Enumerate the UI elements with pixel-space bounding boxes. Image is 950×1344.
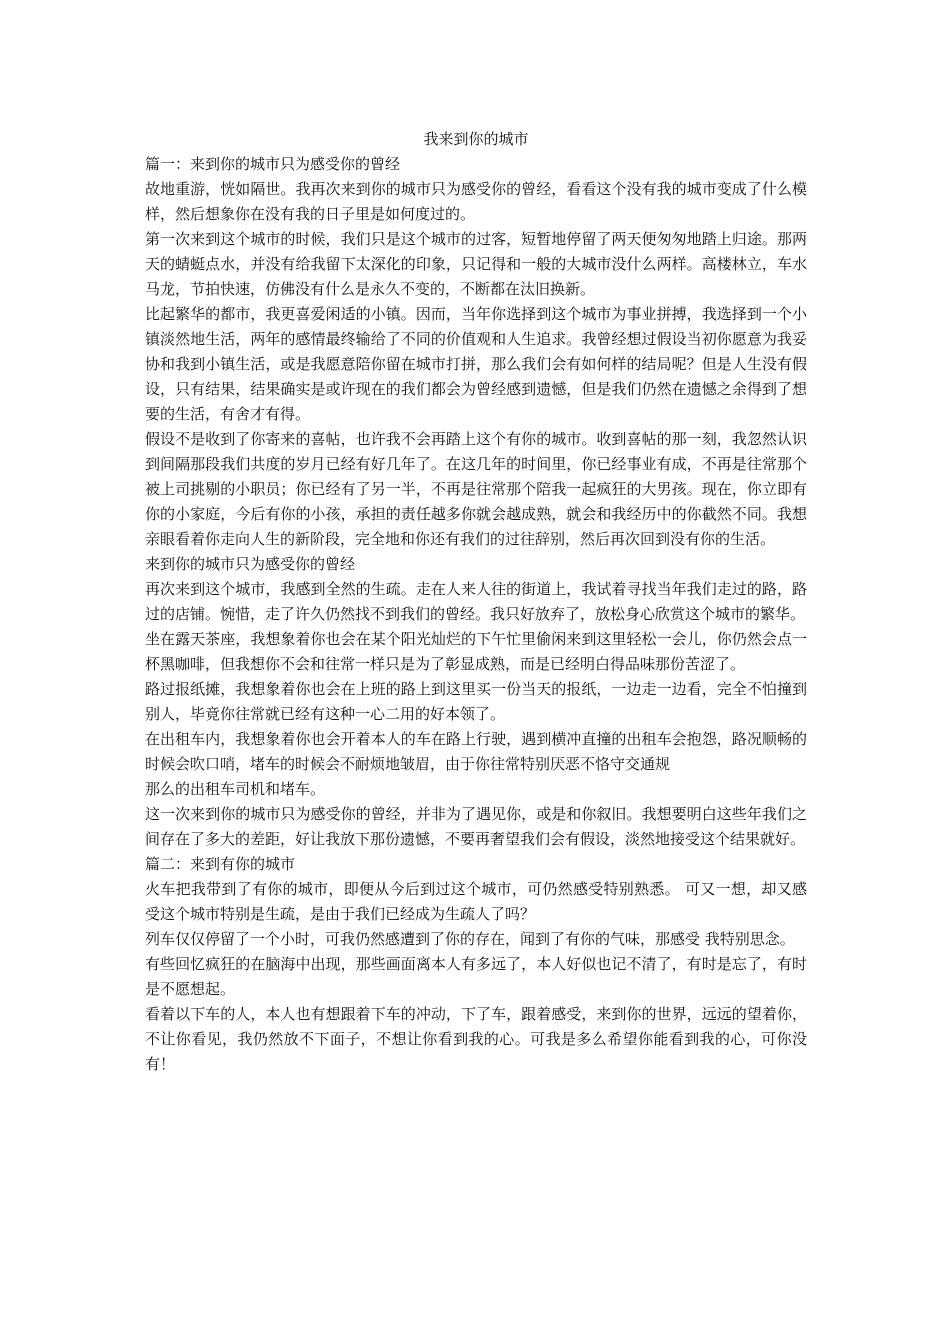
- paragraph: 比起繁华的都市，我更喜爱闲适的小镇。因而，当年你选择到这个城市为事业拼搏，我选择到一个小镇淡然地生活，两年的感情最终输给了不同的价值观和人生追求。我曾经想过假设当初你愿意为我妥协和我到小镇生活，或是我愿意陪你留在城市打拼，那么我们会有如何样的结局呢？但是人生没有假设，只有结果，结果确实是或许现在的我们都会为曾经感到遗憾，但是我们仍然在遗憾之余得到了想要的生活，有舍才有得。: [145, 305, 807, 423]
- paragraph: 有些回忆疯狂的在脑海中出现，那些画面离本人有多远了，本人好似也记不清了，有时是忘了，有时是不愿想起。: [145, 955, 807, 998]
- paragraph: 来到你的城市只为感受你的曾经: [145, 555, 356, 573]
- paragraph: 故地重游，恍如隔世。我再次来到你的城市只为感受你的曾经，看看这个没有我的城市变成了什么模样，然后想象你在没有我的日子里是如何度过的。: [145, 180, 807, 223]
- paragraph: 看着以下车的人，本人也有想跟着下车的冲动，下了车，跟着感受，来到你的世界，远远的望着你，不让你看见，我仍然放不下面子，不想让你看到我的心。可我是多么希望你能看到我的心，可你没有！: [145, 1005, 807, 1073]
- section-heading: 篇二：来到有你的城市: [145, 855, 296, 873]
- document-page: [145, 126, 807, 1077]
- paragraph: 火车把我带到了有你的城市，即便从今后到过这个城市，可仍然感受特别熟悉。 可又一想，却又感受这个城市特别是生疏，是由于我们已经成为生疏人了吗？: [145, 880, 807, 923]
- paragraph: 在出租车内，我想象着你也会开着本人的车在路上行驶，遇到横冲直撞的出租车会抱怨，路况顺畅的时候会吹口哨，堵车的时候会不耐烦地皱眉，由于你往常特别厌恶不恪守交通规: [145, 730, 807, 773]
- paragraph: 坐在露天茶座，我想象着你也会在某个阳光灿烂的下午忙里偷闲来到这里轻松一会儿，你仍然会点一杯黑咖啡，但我想你不会和往常一样只是为了彰显成熟，而是已经明白得品味那份苦涩了。: [145, 630, 807, 673]
- document-body: [145, 152, 807, 1077]
- paragraph: 那么的出租车司机和堵车。: [145, 780, 326, 798]
- paragraph: 路过报纸摊，我想象着你也会在上班的路上到这里买一份当天的报纸，一边走一边看，完全不怕撞到别人，毕竟你往常就已经有这种一心二用的好本领了。: [145, 680, 807, 723]
- paragraph: 再次来到这个城市，我感到全然的生疏。走在人来人往的街道上，我试着寻找当年我们走过的路，路过的店铺。惋惜，走了许久仍然找不到我们的曾经。我只好放弃了，放松身心欣赏这个城市的繁华。: [145, 580, 807, 623]
- paragraph: 第一次来到这个城市的时候，我们只是这个城市的过客，短暂地停留了两天便匆匆地踏上归途。那两天的蜻蜓点水，并没有给我留下太深化的印象，只记得和一般的大城市没什么两样。高楼林立，车水马龙，节拍快速，仿佛没有什么是永久不变的，不断都在汰旧换新。: [145, 230, 807, 298]
- section-heading: 篇一：来到你的城市只为感受你的曾经: [145, 155, 401, 173]
- paragraph: 列车仅仅停留了一个小时，可我仍然感遭到了你的存在，闻到了有你的气味，那感受 我特别思念。: [145, 930, 795, 948]
- paragraph: 假设不是收到了你寄来的喜帖，也许我不会再踏上这个有你的城市。收到喜帖的那一刻，我忽然认识到间隔那段我们共度的岁月已经有好几年了。在这几年的时间里，你已经事业有成，不再是往常那个被上司挑剔的小职员；你已经有了另一半，不再是往常那个陪我一起疯狂的大男孩。现在，你立即有你的小家庭，今后有你的小孩，承担的责任越多你就会越成熟，就会和我经历中的你截然不同。我想亲眼看着你走向人生的新阶段，完全地和你还有我们的过往辞别，然后再次回到没有你的生活。: [145, 430, 807, 548]
- document-title: 我来到你的城市: [423, 130, 529, 148]
- paragraph: 这一次来到你的城市只为感受你的曾经，并非为了遇见你，或是和你叙旧。我想要明白这些年我们之间存在了多大的差距，好让我放下那份遗憾，不要再奢望我们会有假设，淡然地接受这个结果就好。: [145, 805, 807, 848]
